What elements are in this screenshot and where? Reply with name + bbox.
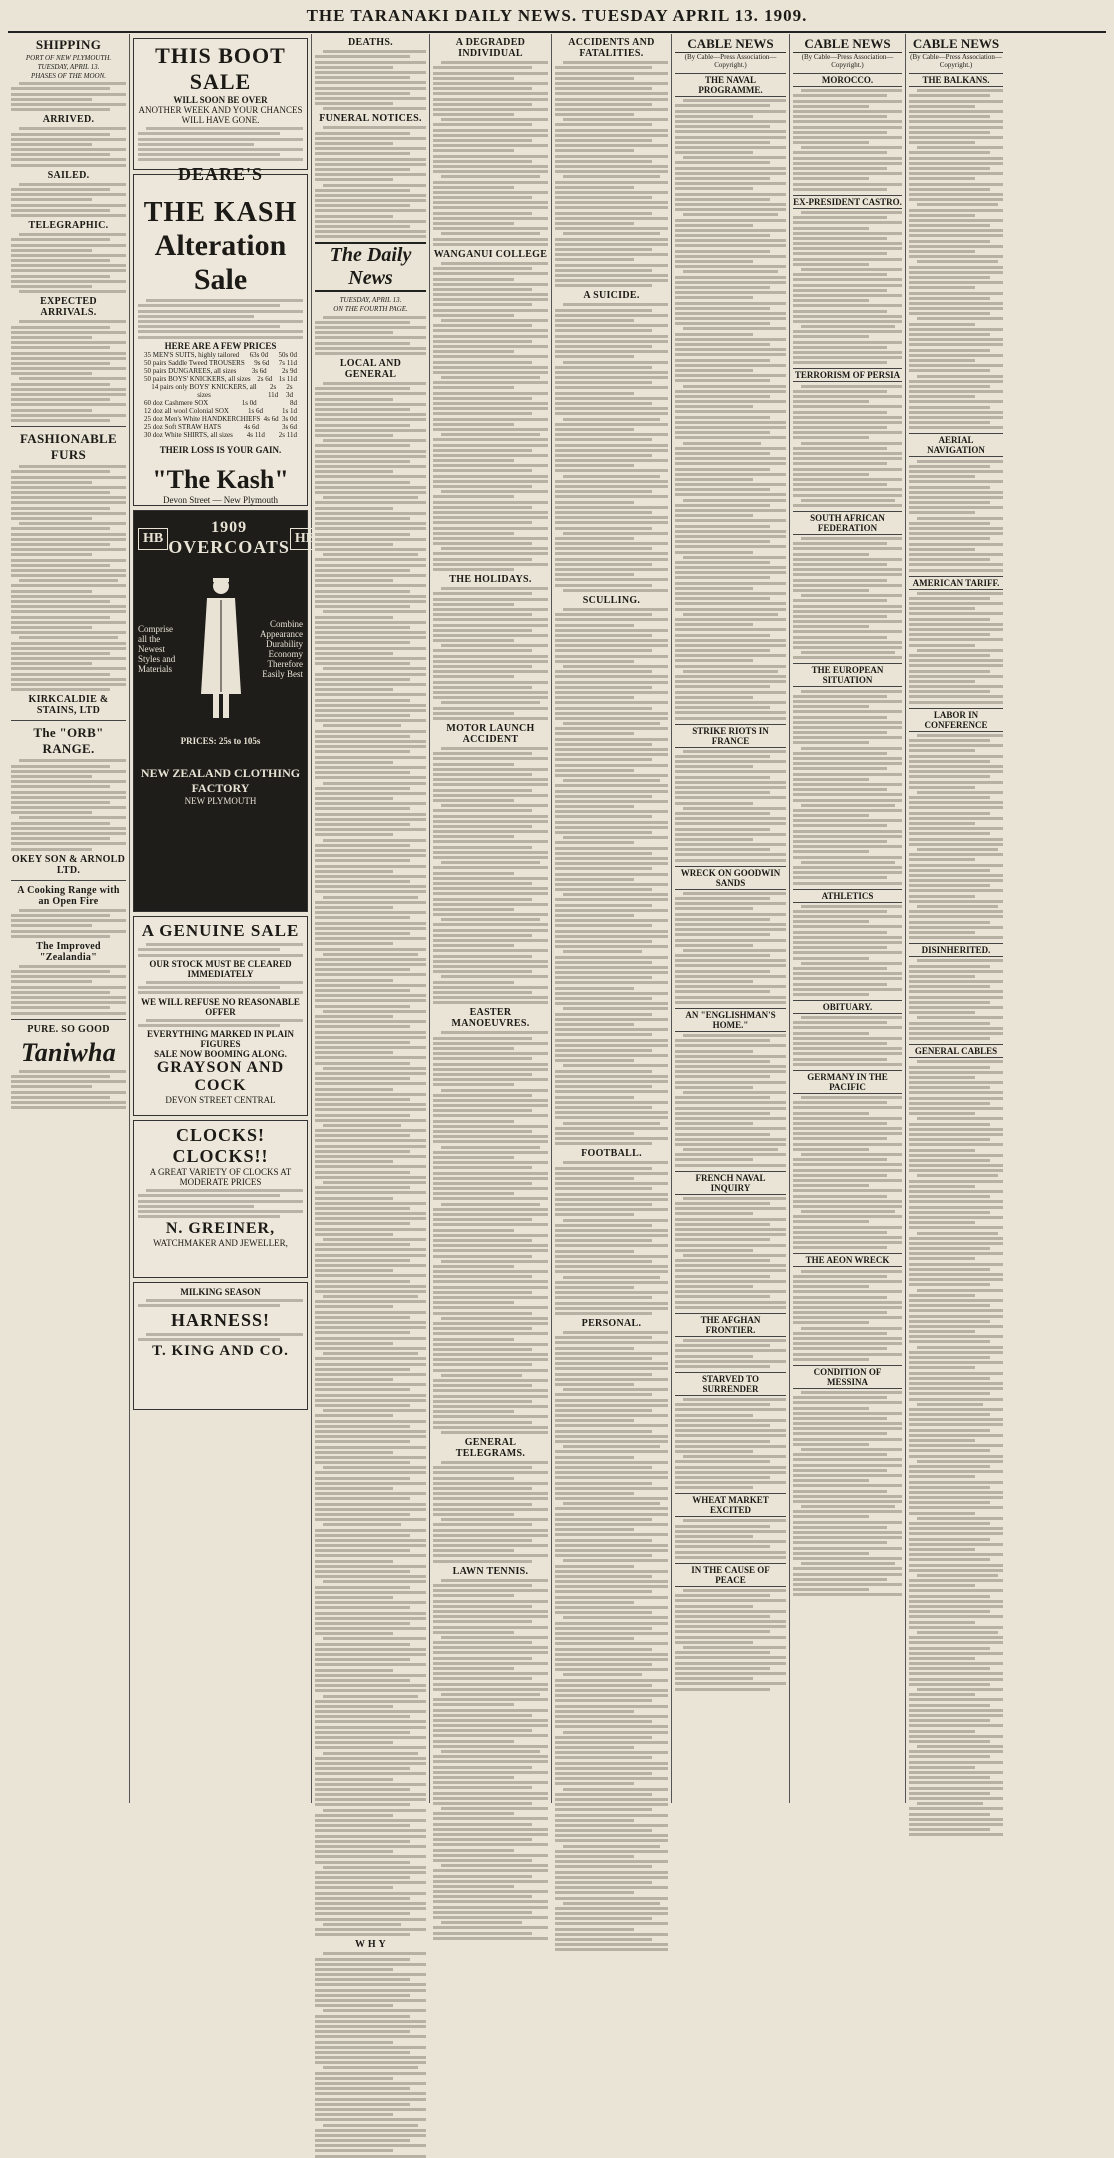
overcoat-illustration bbox=[191, 574, 251, 724]
general-cables-heading: GENERAL CABLES bbox=[909, 1044, 1003, 1058]
goodwin-heading: WRECK ON GOODWIN SANDS bbox=[675, 866, 786, 890]
stock-line: OUR STOCK MUST BE CLEARED IMMEDIATELY bbox=[149, 958, 292, 979]
price-row bbox=[138, 407, 303, 415]
milking-text bbox=[138, 1299, 303, 1307]
genuine-title: A GENUINE SALE bbox=[141, 921, 300, 940]
obituary-heading: OBITUARY. bbox=[793, 1000, 902, 1014]
orb-text bbox=[11, 759, 126, 850]
local-general-heading: LOCAL AND GENERAL bbox=[339, 357, 402, 380]
degraded-heading: A DEGRADED INDIVIDUAL bbox=[455, 37, 526, 59]
price-item: 25 doz Soft STRAW HATS bbox=[144, 422, 222, 431]
moon-heading: PHASES OF THE MOON. bbox=[30, 72, 107, 80]
sailed-text bbox=[11, 183, 126, 217]
expected-heading: EXPECTED ARRIVALS. bbox=[40, 296, 97, 319]
kash-address: Devon Street — New Plymouth bbox=[163, 494, 278, 505]
kirkcaldie-heading: KIRKCALDIE & STAINS, LTD bbox=[28, 694, 109, 717]
boot-sale-title: THIS BOOT SALE bbox=[155, 43, 286, 94]
sculling-heading: SCULLING. bbox=[582, 594, 641, 606]
furs-heading: FASHIONABLE FURS bbox=[20, 430, 117, 462]
balkans-text bbox=[909, 89, 1003, 429]
persia-heading: TERRORISM OF PERSIA bbox=[794, 370, 901, 381]
wheat-heading: WHEAT MARKET EXCITED bbox=[675, 1493, 786, 1517]
price-was: 2s 11d bbox=[267, 382, 279, 399]
personal-text bbox=[555, 1331, 668, 1951]
harness-text bbox=[138, 1333, 303, 1341]
cable-copyright-a: (By Cable—Press Association—Copyright.) bbox=[684, 53, 777, 69]
funeral-text bbox=[315, 126, 426, 238]
fourth-page-list bbox=[315, 316, 426, 355]
price-now: 3s 6d bbox=[282, 422, 297, 431]
taniwha-logo: Taniwha bbox=[20, 1037, 117, 1067]
obituary-text bbox=[793, 1016, 902, 1066]
harness-title: HARNESS! bbox=[170, 1309, 271, 1330]
genuine-sale-ad bbox=[133, 916, 308, 1116]
okey-heading: OKEY SON & ARNOLD LTD. bbox=[11, 853, 126, 876]
starved-heading: STARVED TO SURRENDER bbox=[675, 1372, 786, 1396]
genuine-intro bbox=[138, 943, 303, 956]
launch-text bbox=[433, 747, 548, 1004]
launch-heading: MOTOR LAUNCH ACCIDENT bbox=[446, 722, 535, 745]
figures-line: EVERYTHING MARKED IN PLAIN FIGURES bbox=[147, 1029, 294, 1050]
federation-text bbox=[793, 537, 902, 659]
tariff-text bbox=[909, 592, 1003, 704]
port-line: PORT OF NEW PLYMOUTH. bbox=[25, 54, 112, 62]
pure-heading: PURE. SO GOOD bbox=[27, 1023, 110, 1035]
wheat-text bbox=[675, 1519, 786, 1558]
boot-sale-sub: WILL SOON BE OVER bbox=[173, 95, 268, 105]
englishman-text bbox=[675, 1034, 786, 1167]
price-now: 1s 11d bbox=[278, 374, 297, 383]
manoeuvres-heading: EASTER MANOEUVRES. bbox=[451, 1007, 530, 1030]
price-row bbox=[138, 431, 303, 439]
price-was: 63s 0d bbox=[249, 350, 269, 359]
sculling-text bbox=[555, 608, 668, 1145]
price-item: 14 pairs only BOYS' KNICKERS, all sizes bbox=[151, 382, 257, 399]
clocks-sub: A GREAT VARIETY OF CLOCKS AT MODERATE PRICES bbox=[149, 1167, 292, 1187]
suicide-text bbox=[555, 303, 668, 591]
wanganui-text bbox=[433, 262, 548, 571]
moon-table bbox=[11, 82, 126, 111]
price-row bbox=[138, 423, 303, 431]
cable-copyright-c: (By Cable—Press Association—Copyright.) bbox=[910, 53, 1002, 69]
funeral-heading: FUNERAL NOTICES. bbox=[319, 113, 422, 125]
castro-heading: EX-PRESIDENT CASTRO. bbox=[793, 196, 902, 207]
columns bbox=[8, 34, 1106, 1951]
accidents-heading: ACCIDENTS AND FATALITIES. bbox=[568, 37, 655, 59]
naval-inquiry-text bbox=[675, 1197, 786, 1309]
grayson-address: DEVON STREET CENTRAL bbox=[165, 1095, 276, 1106]
price-was: 4s 6d bbox=[263, 414, 279, 423]
price-item: 30 doz White SHIRTS, all sizes bbox=[144, 430, 233, 439]
wanganui-heading: WANGANUI COLLEGE bbox=[433, 248, 548, 260]
labor-text bbox=[909, 734, 1003, 939]
aeon-heading: THE AEON WRECK bbox=[793, 1253, 902, 1267]
why-heading: W H Y bbox=[355, 1939, 386, 1951]
price-row bbox=[138, 359, 303, 367]
orb-range-heading: The "ORB" RANGE. bbox=[33, 725, 104, 757]
price-now: 2s 3d bbox=[286, 382, 294, 399]
overcoats-ad bbox=[133, 510, 316, 912]
price-item: 25 doz Men's White HANDKERCHIEFS bbox=[144, 414, 261, 423]
naval-heading: THE NAVAL PROGRAMME. bbox=[675, 73, 786, 97]
column-news-a bbox=[430, 34, 552, 1803]
price-now: 1s 1d bbox=[282, 406, 297, 415]
holidays-heading: THE HOLIDAYS. bbox=[449, 574, 532, 585]
price-now: 2s 9d bbox=[282, 366, 297, 375]
price-item: 12 doz all wool Colonial SOX bbox=[144, 406, 229, 415]
deaths-text bbox=[315, 50, 426, 110]
tennis-heading: LAWN TENNIS. bbox=[452, 1565, 529, 1577]
greiner-name: N. GREINER, bbox=[165, 1220, 276, 1238]
telegraphic-heading: TELEGRAPHIC. bbox=[28, 219, 109, 231]
price-row bbox=[138, 399, 303, 407]
clocks-ad bbox=[133, 1120, 308, 1278]
hb-logo-left: HB bbox=[138, 528, 168, 550]
price-item: 60 doz Cashmere SOX bbox=[144, 398, 209, 407]
price-item: 50 pairs DUNGAREES, all sizes bbox=[144, 366, 237, 375]
greiner-sub: WATCHMAKER AND JEWELLER, bbox=[153, 1238, 288, 1249]
cable-news-heading-b: CABLE NEWS bbox=[793, 36, 902, 53]
column-shipping bbox=[8, 34, 130, 1803]
telegrams-text bbox=[433, 1461, 548, 1563]
price-was: 9s 6d bbox=[254, 358, 270, 367]
suicide-heading: A SUICIDE. bbox=[583, 290, 640, 302]
football-heading: FOOTBALL. bbox=[581, 1148, 642, 1160]
sailed-heading: SAILED. bbox=[47, 169, 90, 181]
tennis-text bbox=[433, 1579, 548, 1940]
kash-intro bbox=[138, 299, 303, 338]
kash-title: THE KASH bbox=[143, 197, 298, 228]
taniwha-text bbox=[11, 1070, 126, 1109]
athletics-text bbox=[793, 905, 902, 996]
price-item: 35 MEN'S SUITS, highly tailored bbox=[144, 350, 240, 359]
loss-gain: THEIR LOSS IS YOUR GAIN. bbox=[159, 444, 282, 455]
disinherited-text bbox=[909, 959, 1003, 1040]
persia-text bbox=[793, 385, 902, 507]
harness-ad bbox=[133, 1282, 308, 1410]
furs-text bbox=[11, 465, 126, 691]
price-item: 50 pairs BOYS' KNICKERS, all sizes bbox=[144, 374, 251, 383]
price-row bbox=[138, 351, 303, 359]
local-general-text bbox=[315, 382, 426, 1936]
shipping-date: TUESDAY, APRIL 13. bbox=[37, 63, 100, 71]
naval-text bbox=[675, 99, 786, 719]
telegrams-heading: GENERAL TELEGRAMS. bbox=[455, 1436, 526, 1459]
grayson-name: GRAYSON AND COCK bbox=[156, 1059, 285, 1095]
column-cable-b bbox=[790, 34, 906, 1803]
naval-inquiry-heading: FRENCH NAVAL INQUIRY bbox=[675, 1171, 786, 1195]
price-was: 3s 6d bbox=[251, 366, 267, 375]
balkans-heading: THE BALKANS. bbox=[909, 73, 1003, 87]
expected-text bbox=[11, 320, 126, 422]
aerial-text bbox=[909, 460, 1003, 572]
column-news-b bbox=[552, 34, 672, 1803]
degraded-text bbox=[433, 61, 548, 246]
price-now: 8d bbox=[290, 398, 297, 407]
clocks-text bbox=[138, 1189, 303, 1218]
price-was: 4s 6d bbox=[244, 422, 260, 431]
peace-heading: IN THE CAUSE OF PEACE bbox=[675, 1563, 786, 1587]
price-row bbox=[138, 383, 303, 399]
hb-logo-right: HB bbox=[290, 528, 320, 550]
overcoat-prices: PRICES: 25s to 105s bbox=[180, 736, 261, 746]
genuine-text bbox=[138, 981, 303, 994]
arrived-heading: ARRIVED. bbox=[42, 114, 95, 126]
starved-text bbox=[675, 1398, 786, 1489]
masthead: THE TARANAKI DAILY NEWS. TUESDAY APRIL 13. 1909. bbox=[8, 6, 1106, 33]
federation-heading: SOUTH AFRICAN FEDERATION bbox=[793, 511, 902, 535]
labor-heading: LABOR IN CONFERENCE bbox=[909, 708, 1003, 732]
morocco-heading: MOROCCO. bbox=[793, 73, 902, 87]
cable-news-heading-a: CABLE NEWS bbox=[675, 36, 786, 53]
general-cables-text bbox=[909, 1060, 1003, 1836]
editorial-date: TUESDAY, APRIL 13. bbox=[339, 296, 402, 305]
the-kash-sign: "The Kash" bbox=[152, 464, 289, 494]
arrived-text bbox=[11, 127, 126, 166]
column-cable-c bbox=[906, 34, 1006, 1803]
nzcf-town: NEW PLYMOUTH bbox=[184, 796, 257, 806]
englishman-heading: AN "ENGLISHMAN'S HOME." bbox=[675, 1008, 786, 1032]
price-was: 2s 6d bbox=[257, 374, 273, 383]
goodwin-text bbox=[675, 892, 786, 1004]
zealandia-heading: The Improved "Zealandia" bbox=[36, 940, 101, 963]
holidays-text bbox=[433, 587, 548, 720]
milking-season: MILKING SEASON bbox=[180, 1287, 261, 1297]
kash-ad bbox=[133, 174, 308, 506]
overcoats-year: 1909 bbox=[211, 519, 248, 536]
price-row bbox=[138, 375, 303, 383]
accidents-text bbox=[555, 61, 668, 287]
price-now: 3s 0d bbox=[282, 414, 297, 423]
castro-text bbox=[793, 211, 902, 364]
price-row bbox=[138, 367, 303, 375]
alteration-sale: Alteration Sale bbox=[154, 229, 287, 296]
price-was: 4s 11d bbox=[246, 430, 265, 439]
clocks-title: CLOCKS! CLOCKS!! bbox=[172, 1125, 269, 1166]
messina-heading: CONDITION OF MESSINA bbox=[793, 1365, 902, 1389]
genuine-text-2 bbox=[138, 1019, 303, 1027]
nzcf-name: NEW ZEALAND CLOTHING FACTORY bbox=[140, 766, 301, 795]
zealandia-text bbox=[11, 965, 126, 1015]
refuse-line: WE WILL REFUSE NO REASONABLE OFFER bbox=[141, 996, 300, 1017]
pacific-text bbox=[793, 1096, 902, 1249]
column-editorial bbox=[312, 34, 430, 1951]
shipping-heading: SHIPPING bbox=[35, 37, 102, 52]
football-text bbox=[555, 1161, 668, 1314]
column-cable-a bbox=[672, 34, 790, 1803]
cooking-text bbox=[11, 909, 126, 938]
european-text bbox=[793, 690, 902, 885]
telegraphic-text bbox=[11, 233, 126, 293]
aeon-text bbox=[793, 1270, 902, 1361]
cable-copyright-b: (By Cable—Press Association—Copyright.) bbox=[801, 53, 894, 69]
tariff-heading: AMERICAN TARIFF. bbox=[909, 576, 1003, 590]
prices-heading: HERE ARE A FEW PRICES bbox=[164, 340, 277, 351]
cooking-range-heading: A Cooking Range with an Open Fire bbox=[17, 884, 120, 907]
boot-sale-text bbox=[138, 127, 303, 161]
morocco-text bbox=[793, 89, 902, 191]
booming-line: SALE NOW BOOMING ALONG. bbox=[154, 1049, 287, 1060]
boot-sale-ad bbox=[133, 38, 308, 184]
price-now: 50s 0d bbox=[278, 350, 297, 359]
price-list bbox=[138, 351, 303, 439]
strike-text bbox=[675, 750, 786, 862]
daily-news-title: The Daily News bbox=[315, 242, 426, 292]
why-text bbox=[315, 1952, 426, 2157]
deaths-heading: DEATHS. bbox=[348, 37, 393, 48]
overcoat-right-text: Combine Appearance Durability Economy Therefore Easily Best bbox=[260, 619, 303, 679]
european-heading: THE EUROPEAN SITUATION bbox=[793, 663, 902, 687]
manoeuvres-text bbox=[433, 1031, 548, 1433]
king-name: T. KING AND CO. bbox=[152, 1343, 289, 1360]
pacific-heading: GERMANY IN THE PACIFIC bbox=[793, 1070, 902, 1094]
cable-news-heading-c: CABLE NEWS bbox=[909, 36, 1003, 53]
overcoat-left-text: Comprise all the Newest Styles and Materials bbox=[138, 624, 176, 674]
price-was: 1s 6d bbox=[248, 406, 263, 415]
price-was: 1s 0d bbox=[241, 398, 257, 407]
afghan-text bbox=[675, 1339, 786, 1368]
price-row bbox=[138, 415, 303, 423]
price-item: 50 pairs Saddle Tweed TROUSERS bbox=[144, 358, 245, 367]
afghan-heading: THE AFGHAN FRONTIER. bbox=[675, 1313, 786, 1337]
fourth-page: ON THE FOURTH PAGE. bbox=[333, 305, 408, 314]
disinherited-heading: DISINHERITED. bbox=[909, 943, 1003, 957]
athletics-heading: ATHLETICS bbox=[793, 889, 902, 903]
personal-heading: PERSONAL. bbox=[581, 1317, 642, 1329]
peace-text bbox=[675, 1589, 786, 1691]
column-advertisements bbox=[130, 34, 316, 1803]
messina-text bbox=[793, 1391, 902, 1596]
price-now: 7s 11d bbox=[278, 358, 297, 367]
price-now: 2s 11d bbox=[278, 430, 297, 439]
boot-sale-line: ANOTHER WEEK AND YOUR CHANCES WILL HAVE GONE. bbox=[138, 105, 303, 125]
deares-name: DEARE'S bbox=[177, 163, 264, 184]
aerial-heading: AERIAL NAVIGATION bbox=[909, 433, 1003, 457]
overcoats-title: OVERCOATS bbox=[168, 537, 290, 557]
strike-heading: STRIKE RIOTS IN FRANCE bbox=[675, 724, 786, 748]
